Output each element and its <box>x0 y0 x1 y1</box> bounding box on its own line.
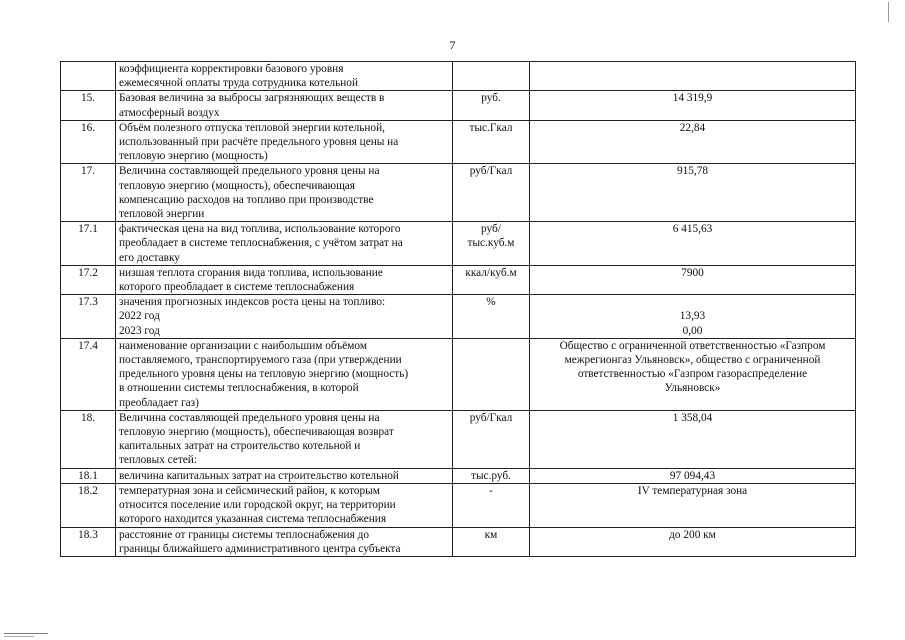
value-cell-line: 915,78 <box>676 165 709 178</box>
table-row <box>61 164 856 222</box>
parameter-name-line: коэффициента корректировки базового уровня <box>119 63 344 75</box>
parameter-name <box>116 120 453 164</box>
scan-edge-mark <box>888 2 889 22</box>
parameter-name <box>116 222 453 266</box>
table-row <box>61 222 856 266</box>
row-number: 17.1 <box>61 222 116 266</box>
unit-cell <box>453 62 530 91</box>
row-number: 18.2 <box>61 483 116 527</box>
row-number: 18.3 <box>61 527 116 556</box>
value-cell <box>530 120 856 164</box>
unit-cell <box>453 338 530 410</box>
table-row <box>61 265 856 294</box>
parameter-name-line: тепловой энергии <box>119 208 205 221</box>
unit-cell-line: руб. <box>481 92 501 105</box>
parameter-name <box>116 468 453 483</box>
unit-cell <box>453 468 530 483</box>
unit-cell-line: тыс.руб. <box>471 469 511 482</box>
parameter-name-line: значения прогнозных индексов роста цены на топливо: <box>119 296 386 309</box>
value-cell-line: 6 415,63 <box>672 223 713 236</box>
value-cell <box>530 91 856 120</box>
unit-cell-line: км <box>484 528 498 541</box>
row-number: 15. <box>61 91 116 120</box>
footer-mark-secondary <box>4 636 34 637</box>
unit-cell <box>453 164 530 222</box>
table-row <box>61 527 856 556</box>
table-row <box>61 410 856 468</box>
parameter-name-line: расстояние от границы системы теплоснабжения до <box>119 528 370 541</box>
parameter-name <box>116 527 453 556</box>
parameter-name-line: в отношении системы теплоснабжения, в которой <box>119 382 359 395</box>
parameter-name-line: температурная зона и сейсмический район, к которым <box>119 484 380 497</box>
unit-cell-line: руб/ <box>481 223 501 236</box>
parameter-name-line: Величина составляющей предельного уровня цены на <box>119 411 380 424</box>
table-row <box>61 91 856 120</box>
row-number <box>61 62 116 91</box>
table-body <box>61 62 856 557</box>
unit-cell-line: тыс.куб.м <box>467 237 515 250</box>
tariff-parameters-table <box>60 61 856 557</box>
parameter-name-line: тепловую энергию (мощность), обеспечивающая возврат <box>119 426 394 439</box>
parameter-name-line: предельного уровня цены на тепловую энергию (мощность) <box>119 368 409 381</box>
value-cell-line: IV температурная зона <box>637 484 748 497</box>
value-cell-line: 13,93 <box>679 310 706 323</box>
parameter-name <box>116 62 453 91</box>
parameter-name-line: компенсацию расходов на топливо при производстве <box>119 193 374 206</box>
value-cell <box>530 62 856 91</box>
value-cell-line: Общество с ограниченной ответственностью «Газпром <box>559 339 826 352</box>
row-number: 17. <box>61 164 116 222</box>
unit-cell-line: руб/Гкал <box>469 411 513 424</box>
parameter-name-line: которого преобладает в системе теплоснабжения <box>119 281 355 294</box>
table-row <box>61 338 856 410</box>
parameter-name <box>116 295 453 339</box>
value-cell <box>530 164 856 222</box>
value-cell-line: 22,84 <box>679 121 706 134</box>
value-cell-line: 1 358,04 <box>672 411 713 424</box>
unit-cell-line: - <box>489 484 493 497</box>
table-row <box>61 468 856 483</box>
value-cell <box>530 483 856 527</box>
value-cell-line: ответственностью «Газпром газораспределение <box>577 368 808 381</box>
value-cell <box>530 527 856 556</box>
parameter-name <box>116 338 453 410</box>
value-cell-line <box>533 295 852 309</box>
unit-cell-line <box>456 339 526 353</box>
value-cell <box>530 338 856 410</box>
parameter-name-line: 2022 год <box>119 310 160 323</box>
table-row <box>61 62 856 91</box>
value-cell-line: 0,00 <box>682 324 703 337</box>
parameter-name <box>116 91 453 120</box>
parameter-name-line: наименование организации с наибольшим объёмом <box>119 339 367 352</box>
unit-cell <box>453 91 530 120</box>
unit-cell-line: руб/Гкал <box>469 165 513 178</box>
parameter-name <box>116 483 453 527</box>
footer-mark <box>4 633 48 634</box>
value-cell <box>530 410 856 468</box>
parameter-name-line: поставляемого, транспортируемого газа (при утверждении <box>119 354 402 367</box>
value-cell-line: Ульяновск» <box>664 382 721 395</box>
parameter-name-line: 2023 год <box>119 324 160 337</box>
value-cell-line <box>533 62 852 76</box>
parameter-name-line: капитальных затрат на строительство котельной и <box>119 440 361 453</box>
table-row <box>61 120 856 164</box>
row-number: 17.4 <box>61 338 116 410</box>
row-number: 18.1 <box>61 468 116 483</box>
unit-cell <box>453 295 530 339</box>
parameter-name-line: границы ближайшего административного центра субъекта <box>119 542 401 555</box>
parameter-name-line: величина капитальных затрат на строительство котельной <box>119 469 399 482</box>
parameter-name-line: Величина составляющей предельного уровня цены на <box>119 165 380 178</box>
parameter-name-line: фактическая цена на вид топлива, использование которого <box>119 223 401 236</box>
parameter-name-line: Базовая величина за выбросы загрязняющих веществ в <box>119 92 385 105</box>
parameter-name-line: использованный при расчёте предельного уровня цены на <box>119 136 399 149</box>
parameter-name <box>116 410 453 468</box>
page-number: 7 <box>449 38 456 52</box>
row-number: 17.3 <box>61 295 116 339</box>
row-number: 16. <box>61 120 116 164</box>
parameter-name-line: преобладает в системе теплоснабжения, с учётом затрат на <box>119 237 403 250</box>
unit-cell <box>453 483 530 527</box>
parameter-name-line: ежемесячной оплаты труда сотрудника котельной <box>119 77 358 90</box>
parameter-name-line: относится поселение или городской округ, на территории <box>119 499 396 512</box>
unit-cell <box>453 120 530 164</box>
row-number: 17.2 <box>61 265 116 294</box>
parameter-name-line: атмосферный воздух <box>119 106 220 119</box>
value-cell <box>530 265 856 294</box>
unit-cell <box>453 410 530 468</box>
parameter-name-line: его доставку <box>119 251 180 264</box>
unit-cell-line: % <box>486 296 496 309</box>
parameter-name-line: преобладает газ) <box>119 396 199 409</box>
parameter-name <box>116 164 453 222</box>
unit-cell <box>453 222 530 266</box>
parameter-name-line: тепловую энергию (мощность) <box>119 150 268 163</box>
parameter-name-line: которого находится указанная система теплоснабжения <box>119 513 387 526</box>
value-cell <box>530 468 856 483</box>
parameter-name-line: тепловую энергию (мощность), обеспечивающая <box>119 179 355 192</box>
unit-cell-line: тыс.Гкал <box>469 121 513 134</box>
parameter-name-line: Объём полезного отпуска тепловой энергии котельной, <box>119 121 385 134</box>
table-row <box>61 295 856 339</box>
value-cell <box>530 222 856 266</box>
parameter-name-line: низшая теплота сгорания вида топлива, использование <box>119 266 383 279</box>
value-cell-line: 14 319,9 <box>672 92 713 105</box>
table-row <box>61 483 856 527</box>
parameter-name <box>116 265 453 294</box>
value-cell-line: до 200 км <box>669 528 716 541</box>
value-cell-line: межрегионгаз Ульяновск», общество с ограниченной <box>564 354 821 367</box>
unit-cell-line: ккал/куб.м <box>465 266 517 279</box>
unit-cell-line <box>456 62 526 76</box>
unit-cell <box>453 265 530 294</box>
value-cell-line: 97 094,43 <box>669 469 716 482</box>
unit-cell <box>453 527 530 556</box>
row-number: 18. <box>61 410 116 468</box>
value-cell-line: 7900 <box>681 266 704 279</box>
value-cell <box>530 295 856 339</box>
parameter-name-line: тепловых сетей: <box>119 454 197 467</box>
